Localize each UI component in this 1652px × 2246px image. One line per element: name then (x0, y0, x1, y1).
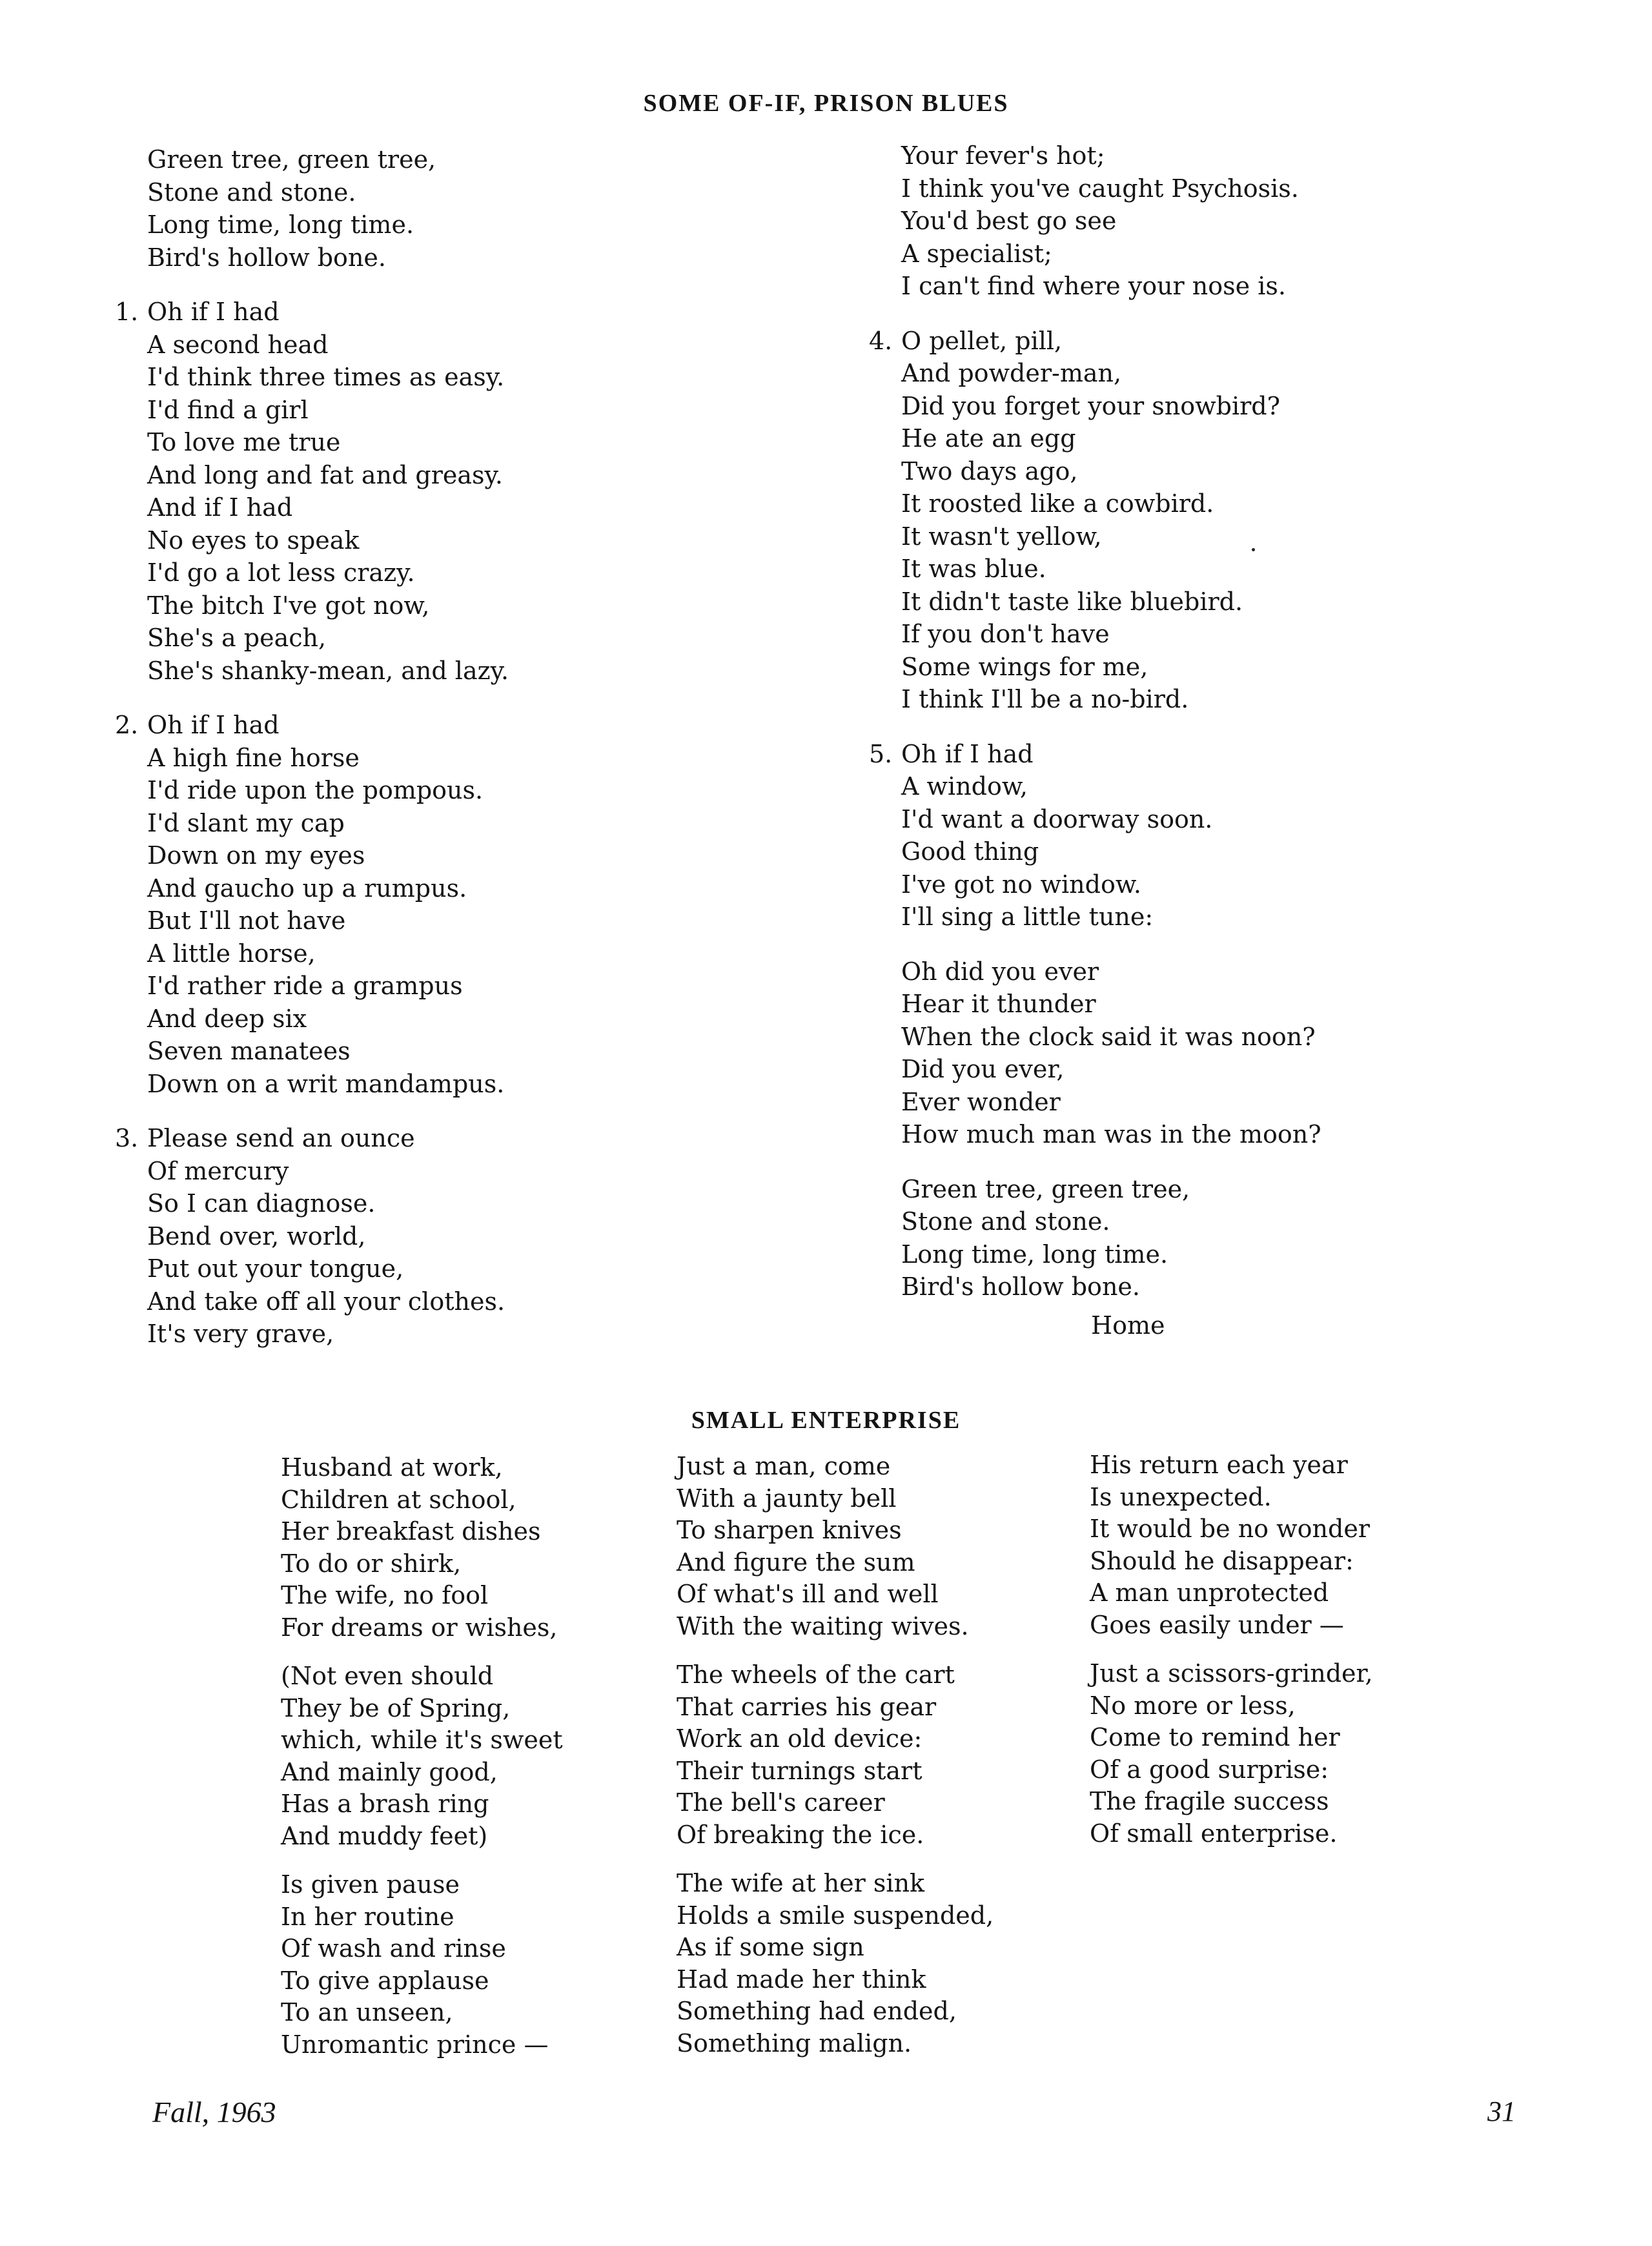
stanza (115, 709, 509, 1100)
poem-line: Of small enterprise. (1090, 1819, 1338, 1848)
poem-line-text: I'd want a doorway soon. (901, 804, 1213, 833)
poem-line-text: Some wings for me, (901, 652, 1148, 681)
poem-line-text: A little horse, (147, 939, 316, 968)
poem-line-text: To love me true (147, 428, 341, 456)
poem-line-text: Seven manatees (147, 1037, 351, 1065)
poem-line (147, 394, 509, 427)
poem2-column-2 (677, 1451, 994, 2059)
poem-line (147, 1035, 509, 1068)
poem-line (147, 807, 509, 840)
poem-line: With the waiting wives. (677, 1611, 969, 1640)
stanza (281, 1452, 563, 1644)
poem-line: Her breakfast dishes (281, 1517, 541, 1546)
poem-line (901, 1205, 1321, 1238)
poem-line (869, 325, 1321, 358)
poem-line (147, 1318, 509, 1351)
poem-line-text: Two days ago, (901, 456, 1078, 485)
poem-line: No more or less, (1090, 1691, 1296, 1720)
poem-right-column (869, 139, 1321, 1303)
stanza-number: 3. (115, 1124, 139, 1152)
poem-line (869, 738, 1321, 771)
poem-line: As if some sign (677, 1933, 864, 1961)
poem-line-text: If you don't have (901, 620, 1110, 648)
poem-line (147, 241, 509, 274)
poem-line-text: I'd ride upon the pompous. (147, 776, 484, 804)
poem-line-text: And long and fat and greasy. (147, 460, 503, 489)
poem-line: Husband at work, (281, 1453, 503, 1482)
poem-line-text: Your fever's hot; (901, 141, 1105, 170)
stanza (281, 1869, 563, 2061)
poem-line: Their turnings start (677, 1756, 923, 1785)
poem-title: SOME OF-IF, PRISON BLUES (643, 90, 1009, 117)
poem-line (901, 1238, 1321, 1271)
poem-line-text: And gaucho up a rumpus. (147, 873, 467, 903)
poem-line: The wife, no fool (281, 1581, 489, 1609)
poem-line (147, 904, 509, 937)
poem-line-text: I think I'll be a no-bird. (901, 685, 1189, 713)
poem-line-text: O pellet, pill, (901, 326, 1063, 355)
poem-line (147, 970, 509, 1003)
poem-line-text: I'll sing a little tune: (901, 903, 1154, 931)
poem-line (901, 390, 1321, 423)
poem-line: To do or shirk, (281, 1549, 462, 1578)
stanza-number: 2. (115, 711, 139, 739)
footer-issue: Fall, 1963 (152, 2096, 276, 2129)
stanza (1090, 1449, 1373, 1641)
poem-line-text: Long time, long time. (901, 1240, 1168, 1269)
poem-line-text: Ever wonder (901, 1087, 1061, 1116)
poem-line-text: Bird's hollow bone. (901, 1272, 1140, 1301)
poem-line: Just a man, come (677, 1452, 891, 1480)
poem-line-text: And deep six (147, 1004, 307, 1033)
stanza (281, 1660, 563, 1852)
poem-line: Had made her think (677, 1965, 926, 1994)
poem-line (901, 901, 1321, 934)
stanza (115, 296, 509, 687)
poem-line (901, 1021, 1321, 1054)
stray-mark (1252, 548, 1255, 551)
poem-line (901, 455, 1321, 488)
poem-line: And muddy feet) (281, 1821, 488, 1850)
poem-line-text: She's shanky-mean, and lazy. (147, 656, 509, 685)
poem-line: And figure the sum (677, 1547, 915, 1577)
poem-line-text: Bird's hollow bone. (147, 243, 386, 272)
poem-line-text: Oh if I had (147, 711, 280, 739)
poem-line-text: Good thing (901, 837, 1039, 866)
poem-line-text: I'd think three times as easy. (147, 363, 505, 391)
poem-line-text: Did you ever, (901, 1055, 1065, 1083)
poem-line (901, 1086, 1321, 1119)
poem-line: (Not even should (281, 1662, 494, 1690)
stanza (147, 143, 509, 274)
poem-line-text: How much man was in the moon? (901, 1120, 1321, 1149)
stanza (677, 1868, 994, 2059)
poem-line-text: A window, (901, 772, 1028, 801)
poem-line (147, 774, 509, 807)
poem-line-text: Green tree, green tree, (901, 1174, 1190, 1203)
poem-line-text: The bitch I've got now, (147, 591, 430, 620)
poem-line: Of wash and rinse (281, 1934, 506, 1963)
poem-line (147, 622, 509, 655)
poem2-column-3 (1090, 1449, 1373, 1850)
poem-line: Of a good surprise: (1090, 1755, 1329, 1784)
poem-line: To sharpen knives (677, 1516, 902, 1544)
poem-line-text: Stone and stone. (147, 178, 356, 207)
stanza-number: 5. (869, 739, 893, 768)
poem-line-text: I think you've caught Psychosis. (901, 174, 1299, 203)
poem-line-text: Stone and stone. (901, 1207, 1110, 1236)
poem-line-text: A second head (147, 330, 329, 359)
poem-line: The wife at her sink (677, 1869, 925, 1897)
stanza (869, 738, 1321, 934)
poem-line (147, 209, 509, 241)
poem-line (901, 651, 1321, 684)
poem-line-text: I can't find where your nose is. (901, 272, 1286, 300)
poem-line-text: I've got no window. (901, 870, 1141, 899)
poem-line (147, 742, 509, 775)
poem-line-text: Of mercury (147, 1156, 289, 1185)
poem2-column-1 (281, 1452, 563, 2061)
poem-line: Unromantic prince — (281, 2030, 549, 2059)
poem-line (901, 205, 1321, 238)
poem-line (901, 586, 1321, 618)
poem-line-text: And powder-man, (901, 359, 1122, 387)
poem-line: Come to remind her (1090, 1723, 1340, 1751)
poem-line: Should he disappear: (1090, 1546, 1354, 1575)
stanza (677, 1659, 994, 1851)
poem-title-small-enterprise: SMALL ENTERPRISE (691, 1407, 961, 1434)
poem-line (147, 1187, 509, 1220)
poem-line (901, 520, 1321, 553)
poem-line: Work an old device: (677, 1724, 923, 1753)
poem-line (147, 839, 509, 872)
poem-line (147, 426, 509, 459)
stanza (1090, 1658, 1373, 1850)
poem-line: which, while it's sweet (281, 1726, 563, 1754)
poem-line: It would be no wonder (1090, 1515, 1370, 1543)
poem-line-text: You'd best go see (901, 207, 1117, 235)
poem-line (147, 872, 509, 905)
poem-line-text: It didn't taste like bluebird. (901, 587, 1243, 616)
poem-line: Is given pause (281, 1870, 460, 1899)
poem-line (901, 238, 1321, 271)
poem-line (901, 270, 1321, 303)
poem-line-text: But I'll not have (147, 906, 346, 935)
poem-line: A man unprotected (1090, 1578, 1329, 1607)
poem-line-text: Down on my eyes (147, 841, 365, 870)
stanza-number: 1. (115, 298, 139, 326)
poem-line-text: Down on a writ mandampus. (147, 1069, 505, 1098)
poem-line: To give applause (281, 1966, 489, 1995)
stanza (901, 139, 1321, 303)
poem-line (901, 553, 1321, 586)
poem-line: In her routine (281, 1902, 454, 1931)
poem-line-text: A high fine horse (147, 743, 360, 772)
poem-line: Holds a smile suspended, (677, 1901, 994, 1930)
poem-line: With a jaunty bell (677, 1484, 897, 1513)
poem-line: Of breaking the ice. (677, 1820, 924, 1849)
poem-line (147, 937, 509, 970)
stanza (901, 1173, 1321, 1303)
poem-line-text: I'd find a girl (147, 395, 309, 424)
poem-line: The bell's career (677, 1788, 885, 1817)
poem-line: His return each year (1090, 1451, 1348, 1479)
poem-line (147, 176, 509, 209)
poem-line: Goes easily under — (1090, 1610, 1344, 1639)
poem-line (901, 803, 1321, 836)
poem-line-text: Oh did you ever (901, 957, 1099, 986)
poem-line-text: It wasn't yellow, (901, 522, 1102, 551)
poem-line (901, 955, 1321, 988)
poem-line: That carries his gear (677, 1692, 937, 1721)
poem-line (901, 1173, 1321, 1206)
poem-line-text: It roosted like a cowbird. (901, 489, 1214, 518)
poem-line-text: Please send an ounce (147, 1124, 415, 1152)
poem-line (901, 357, 1321, 390)
poem-line: They be of Spring, (281, 1693, 511, 1722)
poem-line-text: Did you forget your snowbird? (901, 391, 1280, 420)
poem-line: The fragile success (1090, 1787, 1329, 1815)
poem-line-text: Oh if I had (901, 739, 1034, 768)
poem-line-text: So I can diagnose. (147, 1189, 376, 1218)
poem-line-text: He ate an egg (901, 424, 1076, 453)
poem-line-text: When the clock said it was noon? (901, 1022, 1316, 1051)
poem-line: Just a scissors-grinder, (1090, 1659, 1373, 1688)
poem-line (147, 1220, 509, 1253)
poem-line-text: Long time, long time. (147, 210, 414, 239)
poem-line (115, 1122, 509, 1155)
poem-line (147, 361, 509, 394)
poem-line-text: It's very grave, (147, 1320, 334, 1348)
poem-line (901, 1053, 1321, 1086)
poem-line-text: I'd go a lot less crazy. (147, 558, 415, 587)
poem-line (901, 172, 1321, 205)
stanza (677, 1451, 994, 1642)
poem-line (147, 329, 509, 362)
poem-line (147, 1155, 509, 1188)
poem-line (901, 1271, 1321, 1303)
stanza (901, 955, 1321, 1151)
poem-line: And mainly good, (281, 1757, 498, 1786)
poem-line-text: Hear it thunder (901, 990, 1096, 1018)
poem-line (147, 1285, 509, 1318)
poem-line (901, 139, 1321, 172)
poem-line: Children at school, (281, 1485, 516, 1514)
poem-line (901, 770, 1321, 803)
poem-line (901, 422, 1321, 455)
stanza (869, 325, 1321, 716)
poem-line-text: And take off all your clothes. (147, 1287, 505, 1316)
poem-line (901, 618, 1321, 651)
poem-author: Home (1091, 1311, 1165, 1340)
poem-line: Something malign. (677, 2028, 912, 2057)
poem-line (147, 1252, 509, 1285)
poem-line-text: It was blue. (901, 555, 1046, 583)
poem-line (147, 143, 509, 176)
poem-left-column (115, 143, 509, 1351)
poem-line (147, 556, 509, 589)
poem-line-text: And if I had (147, 493, 293, 522)
poem-line-text: Bend over, world, (147, 1221, 366, 1251)
poem-line-text: A specialist; (901, 239, 1052, 268)
poem-line (147, 524, 509, 557)
poem-line (147, 589, 509, 622)
stanza (115, 1122, 509, 1351)
poem-line (901, 988, 1321, 1021)
poem-line (901, 1118, 1321, 1151)
poem-line: To an unseen, (281, 1998, 453, 2027)
poem-line-text: I'd rather ride a grampus (147, 972, 463, 1000)
poem-line: For dreams or wishes, (281, 1613, 558, 1642)
poem-line (901, 487, 1321, 520)
footer-page-number: 31 (1487, 2096, 1516, 2127)
poem-line (147, 1003, 509, 1036)
poem-line (147, 491, 509, 524)
poem-line: Something had ended, (677, 1997, 957, 2025)
poem-line: Of what's ill and well (677, 1580, 939, 1608)
poem-line: Has a brash ring (281, 1790, 489, 1818)
poem-line (147, 1068, 509, 1101)
poem-line: Is unexpected. (1090, 1482, 1272, 1511)
poem-line (147, 459, 509, 492)
poem-line (115, 296, 509, 329)
poem-line-text: I'd slant my cap (147, 808, 345, 837)
poem-line-text: No eyes to speak (147, 526, 360, 555)
poem-line-text: She's a peach, (147, 624, 327, 652)
poem-line (901, 868, 1321, 901)
poem-line (147, 655, 509, 688)
poem-line (901, 835, 1321, 868)
poem-line (115, 709, 509, 742)
stanza-number: 4. (869, 326, 893, 355)
poem-line-text: Green tree, green tree, (147, 145, 436, 174)
poem-line (901, 683, 1321, 716)
poem-line: The wheels of the cart (677, 1660, 955, 1689)
poem-line-text: Put out your tongue, (147, 1254, 404, 1283)
poem-line-text: Oh if I had (147, 298, 280, 326)
